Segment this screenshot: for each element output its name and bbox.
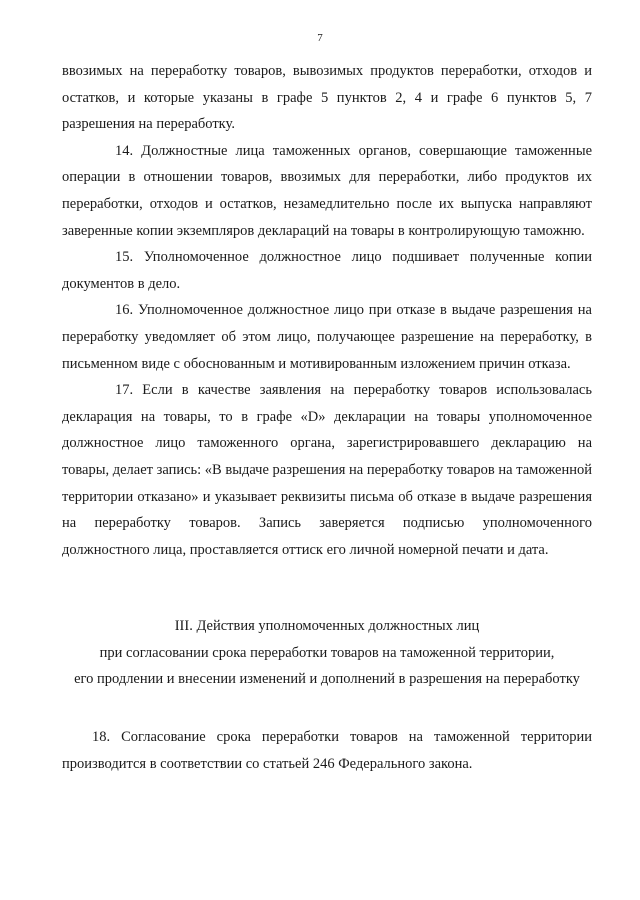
paragraph-18: 18. Согласование срока переработки товаров на таможенной территории производится в соответствии со статьей 246 Федерального закона. — [62, 729, 592, 772]
paragraph-14: 14. Должностные лица таможенных органов, совершающие таможенные операции в отношении товаров, ввозимых для переработки, либо продуктов их переработки, отходов и остатков, незамедлительно после их выпуска направляют заверенные копии экземпляров деклараций на товары в контролирующую таможню. — [62, 142, 592, 239]
section-heading-line-2: при согласовании срока переработки товаров на таможенной территории, — [99, 644, 555, 661]
section-heading-line-1: III. Действия уполномоченных должностных лиц — [174, 618, 480, 635]
section-heading-line-3: его продлении и внесении изменений и дополнений в разрешения на переработку — [74, 671, 580, 688]
paragraph-17: 17. Если в качестве заявления на переработку товаров использовалась декларация на товары, то в графе «D» декларации на товары уполномоченное должностное лицо таможенного органа, зарегистрировавшего декларацию на товары, делает запись: «В выдаче разрешения на переработку товаров на таможенной территории отказано» и указывает реквизиты письма об отказе в выдаче разрешения на переработку товаров. Запись заверяется подписью уполномоченного должностного лица, проставляется оттиск его личной номерной печати и дата. — [62, 382, 593, 558]
page-number: 7 — [317, 32, 323, 44]
section-heading — [62, 613, 592, 693]
spacer — [62, 693, 592, 724]
paragraph-15: 15. Уполномоченное должностное лицо подшивает полученные копии документов в дело. — [62, 249, 592, 292]
document-body — [62, 58, 592, 777]
paragraph-continuation: ввозимых на переработку товаров, вывозимых продуктов переработки, отходов и остатков, и которые указаны в графе 5 пунктов 2, 4 и графе 6 пунктов 5, 7 разрешения на переработку. — [62, 63, 592, 133]
paragraph-16: 16. Уполномоченное должностное лицо при отказе в выдаче разрешения на переработку уведомляет об этом лицо, получающее разрешение на переработку, в письменном виде с обоснованным и мотивированным изложением причин отказа. — [62, 302, 592, 372]
